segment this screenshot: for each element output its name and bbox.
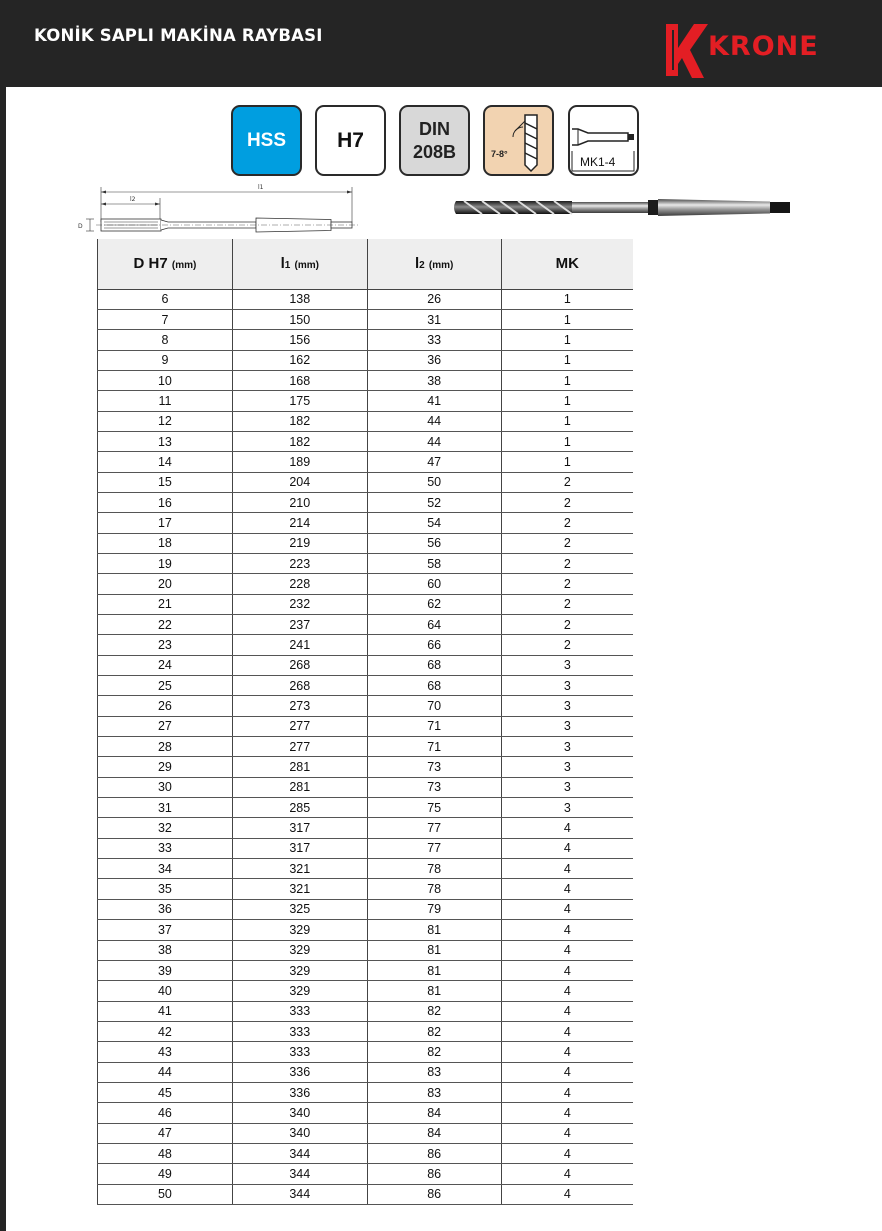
cell-l2: 84 [367, 1103, 501, 1123]
cell-d: 26 [98, 696, 233, 716]
cell-d: 10 [98, 370, 233, 390]
cell-l1: 182 [232, 431, 367, 451]
cell-l2: 41 [367, 391, 501, 411]
cell-mk: 4 [501, 1042, 633, 1062]
cell-mk: 2 [501, 574, 633, 594]
cell-l2: 81 [367, 940, 501, 960]
cell-mk: 1 [501, 370, 633, 390]
table-row [98, 960, 634, 980]
cell-l1: 340 [232, 1103, 367, 1123]
cell-d: 39 [98, 960, 233, 980]
cell-d: 45 [98, 1082, 233, 1102]
cell-d: 27 [98, 716, 233, 736]
table-row [98, 696, 634, 716]
column-header-l1 [232, 239, 367, 289]
cell-d: 7 [98, 309, 233, 329]
cell-l2: 82 [367, 1021, 501, 1041]
cell-d: 34 [98, 859, 233, 879]
cell-l2: 77 [367, 838, 501, 858]
table-row [98, 879, 634, 899]
cell-l1: 210 [232, 492, 367, 512]
table-row [98, 574, 634, 594]
cell-d: 36 [98, 899, 233, 919]
krone-logo-mark-icon [660, 18, 712, 82]
cell-l2: 62 [367, 594, 501, 614]
cell-mk: 1 [501, 309, 633, 329]
table-row [98, 1062, 634, 1082]
cell-l2: 33 [367, 330, 501, 350]
cell-l2: 81 [367, 981, 501, 1001]
cell-l1: 150 [232, 309, 367, 329]
cell-l2: 71 [367, 737, 501, 757]
cell-l2: 66 [367, 635, 501, 655]
cell-mk: 4 [501, 838, 633, 858]
cell-d: 38 [98, 940, 233, 960]
cell-l2: 31 [367, 309, 501, 329]
spiral-reamer-icon [485, 107, 552, 174]
cell-l1: 336 [232, 1062, 367, 1082]
table-row [98, 899, 634, 919]
cell-l1: 268 [232, 676, 367, 696]
cell-mk: 1 [501, 411, 633, 431]
cell-l2: 54 [367, 513, 501, 533]
cell-l1: 344 [232, 1143, 367, 1163]
column-header-l2-unit: (mm) [428, 260, 454, 272]
cell-mk: 4 [501, 879, 633, 899]
cell-mk: 4 [501, 940, 633, 960]
table-row [98, 431, 634, 451]
cell-d: 48 [98, 1143, 233, 1163]
cell-d: 18 [98, 533, 233, 553]
cell-d: 50 [98, 1184, 233, 1204]
cell-d: 43 [98, 1042, 233, 1062]
cell-l2: 82 [367, 1001, 501, 1021]
cell-d: 15 [98, 472, 233, 492]
logo-text: KRONE [708, 31, 819, 62]
cell-mk: 2 [501, 553, 633, 573]
din-number: 208B [412, 141, 457, 162]
column-header-mk [501, 239, 633, 289]
cell-d: 40 [98, 981, 233, 1001]
table-row [98, 1082, 634, 1102]
cell-mk: 2 [501, 533, 633, 553]
cell-mk: 1 [501, 431, 633, 451]
cell-d: 9 [98, 350, 233, 370]
cell-d: 17 [98, 513, 233, 533]
cell-mk: 2 [501, 472, 633, 492]
cell-l2: 83 [367, 1062, 501, 1082]
table-row [98, 1042, 634, 1062]
cell-l1: 317 [232, 818, 367, 838]
cell-mk: 4 [501, 1062, 633, 1082]
cell-l1: 281 [232, 777, 367, 797]
cell-mk: 1 [501, 289, 633, 309]
table-row [98, 1001, 634, 1021]
table-row [98, 1123, 634, 1143]
cell-l2: 77 [367, 818, 501, 838]
cell-l1: 329 [232, 981, 367, 1001]
table-row [98, 1103, 634, 1123]
cell-l1: 268 [232, 655, 367, 675]
cell-mk: 1 [501, 391, 633, 411]
cell-l1: 214 [232, 513, 367, 533]
cell-mk: 1 [501, 350, 633, 370]
cell-d: 47 [98, 1123, 233, 1143]
cell-mk: 3 [501, 777, 633, 797]
cell-l2: 75 [367, 798, 501, 818]
column-header-l2 [367, 239, 501, 289]
cell-mk: 1 [501, 330, 633, 350]
cell-d: 30 [98, 777, 233, 797]
cell-l2: 68 [367, 676, 501, 696]
cell-l1: 237 [232, 615, 367, 635]
column-header-d-unit: (mm) [171, 260, 197, 272]
table-row [98, 859, 634, 879]
cell-mk: 2 [501, 492, 633, 512]
technical-drawing [76, 182, 366, 238]
cell-d: 16 [98, 492, 233, 512]
cell-l1: 168 [232, 370, 367, 390]
cell-l2: 82 [367, 1042, 501, 1062]
cell-mk: 4 [501, 1164, 633, 1184]
table-row [98, 411, 634, 431]
cell-l1: 329 [232, 920, 367, 940]
dimension-table [97, 239, 633, 1205]
cell-l1: 228 [232, 574, 367, 594]
table-row [98, 981, 634, 1001]
table-row [98, 594, 634, 614]
cell-l1: 156 [232, 330, 367, 350]
cell-mk: 1 [501, 452, 633, 472]
cell-mk: 3 [501, 655, 633, 675]
l1-dimension-label: l1 [258, 184, 264, 191]
table-row [98, 716, 634, 736]
table-row [98, 553, 634, 573]
cell-l2: 44 [367, 431, 501, 451]
table-row [98, 940, 634, 960]
cell-l2: 60 [367, 574, 501, 594]
table-row [98, 818, 634, 838]
cell-l1: 219 [232, 533, 367, 553]
cell-d: 33 [98, 838, 233, 858]
cell-d: 42 [98, 1021, 233, 1041]
cell-mk: 3 [501, 757, 633, 777]
column-header-l1-label: l [280, 255, 285, 273]
table-row [98, 777, 634, 797]
cell-l1: 340 [232, 1123, 367, 1143]
din-label: DIN [419, 118, 450, 139]
cell-d: 25 [98, 676, 233, 696]
left-edge-strip [0, 87, 6, 1231]
cell-l1: 273 [232, 696, 367, 716]
cell-l1: 204 [232, 472, 367, 492]
cell-d: 12 [98, 411, 233, 431]
cell-l2: 73 [367, 757, 501, 777]
cell-mk: 3 [501, 696, 633, 716]
d-dimension-label: D [78, 223, 83, 230]
table-row [98, 391, 634, 411]
cell-d: 22 [98, 615, 233, 635]
cell-mk: 4 [501, 1143, 633, 1163]
cell-l2: 47 [367, 452, 501, 472]
cell-mk: 4 [501, 899, 633, 919]
mk-label: MK1-4 [580, 155, 616, 169]
cell-l1: 277 [232, 737, 367, 757]
din-standard-badge [399, 105, 470, 176]
cell-l1: 333 [232, 1042, 367, 1062]
table-row [98, 635, 634, 655]
cell-l2: 50 [367, 472, 501, 492]
table-row [98, 350, 634, 370]
column-header-d-label: D H7 [133, 255, 168, 273]
cell-l2: 81 [367, 960, 501, 980]
reamer-photo [452, 187, 797, 227]
angle-label: 7-8° [491, 149, 508, 159]
cell-mk: 3 [501, 676, 633, 696]
cell-d: 41 [98, 1001, 233, 1021]
cell-l1: 317 [232, 838, 367, 858]
cell-d: 19 [98, 553, 233, 573]
cell-l1: 223 [232, 553, 367, 573]
cell-mk: 3 [501, 716, 633, 736]
cell-l1: 333 [232, 1021, 367, 1041]
cell-mk: 4 [501, 1103, 633, 1123]
cell-l1: 182 [232, 411, 367, 431]
cell-mk: 4 [501, 1123, 633, 1143]
cell-mk: 4 [501, 859, 633, 879]
table-header-row [98, 239, 634, 289]
table-row [98, 513, 634, 533]
cell-l2: 52 [367, 492, 501, 512]
cell-d: 13 [98, 431, 233, 451]
column-header-d [98, 239, 233, 289]
column-header-l1-unit: (mm) [294, 260, 319, 272]
cell-mk: 2 [501, 594, 633, 614]
table-row [98, 737, 634, 757]
cell-d: 29 [98, 757, 233, 777]
column-header-l2-label: l [414, 255, 420, 273]
table-row [98, 1021, 634, 1041]
cell-mk: 4 [501, 920, 633, 940]
cell-d: 35 [98, 879, 233, 899]
morse-taper-badge [568, 105, 639, 176]
cell-d: 21 [98, 594, 233, 614]
cell-d: 6 [98, 289, 233, 309]
cell-l1: 241 [232, 635, 367, 655]
krone-logo [660, 18, 840, 82]
cell-mk: 4 [501, 1082, 633, 1102]
helix-angle-badge [483, 105, 554, 176]
page-header [0, 0, 882, 87]
column-header-l1-sub: 1 [284, 260, 291, 272]
cell-mk: 4 [501, 1021, 633, 1041]
cell-mk: 4 [501, 981, 633, 1001]
cell-l2: 79 [367, 899, 501, 919]
cell-d: 31 [98, 798, 233, 818]
cell-mk: 4 [501, 1184, 633, 1204]
cell-l1: 232 [232, 594, 367, 614]
cell-l1: 281 [232, 757, 367, 777]
table-row [98, 289, 634, 309]
cell-l2: 73 [367, 777, 501, 797]
cell-mk: 3 [501, 798, 633, 818]
table-row [98, 309, 634, 329]
cell-d: 11 [98, 391, 233, 411]
cell-mk: 4 [501, 818, 633, 838]
cell-l2: 56 [367, 533, 501, 553]
cell-d: 46 [98, 1103, 233, 1123]
cell-l1: 189 [232, 452, 367, 472]
cell-d: 44 [98, 1062, 233, 1082]
cell-l1: 162 [232, 350, 367, 370]
cell-l2: 44 [367, 411, 501, 431]
cell-l1: 138 [232, 289, 367, 309]
cell-l1: 277 [232, 716, 367, 736]
cell-l2: 71 [367, 716, 501, 736]
cell-l1: 329 [232, 960, 367, 980]
cell-d: 49 [98, 1164, 233, 1184]
cell-d: 37 [98, 920, 233, 940]
cell-l2: 86 [367, 1184, 501, 1204]
cell-d: 14 [98, 452, 233, 472]
table-row [98, 452, 634, 472]
table-row [98, 1184, 634, 1204]
cell-l2: 83 [367, 1082, 501, 1102]
table-row [98, 615, 634, 635]
column-header-l2-sub: 2 [419, 260, 425, 272]
table-row [98, 655, 634, 675]
column-header-mk-label: MK [555, 255, 579, 273]
table-row [98, 533, 634, 553]
cell-d: 24 [98, 655, 233, 675]
table-row [98, 1143, 634, 1163]
table-row [98, 472, 634, 492]
cell-l2: 70 [367, 696, 501, 716]
cell-l1: 333 [232, 1001, 367, 1021]
cell-mk: 4 [501, 960, 633, 980]
cell-l1: 344 [232, 1164, 367, 1184]
cell-l1: 325 [232, 899, 367, 919]
table-row [98, 330, 634, 350]
hss-badge: HSS [231, 105, 302, 176]
cell-mk: 3 [501, 737, 633, 757]
cell-l1: 329 [232, 940, 367, 960]
table-row [98, 676, 634, 696]
cell-l1: 344 [232, 1184, 367, 1204]
cell-l1: 285 [232, 798, 367, 818]
table-row [98, 370, 634, 390]
cell-l2: 78 [367, 859, 501, 879]
cell-mk: 2 [501, 635, 633, 655]
cell-l1: 321 [232, 879, 367, 899]
table-body [98, 289, 634, 1204]
cell-d: 23 [98, 635, 233, 655]
cell-mk: 2 [501, 615, 633, 635]
table-row [98, 757, 634, 777]
cell-d: 8 [98, 330, 233, 350]
cell-d: 28 [98, 737, 233, 757]
cell-l2: 64 [367, 615, 501, 635]
table-row [98, 798, 634, 818]
l2-dimension-label: l2 [130, 196, 136, 203]
cell-l2: 81 [367, 920, 501, 940]
cell-l2: 58 [367, 553, 501, 573]
cell-d: 32 [98, 818, 233, 838]
cell-l2: 38 [367, 370, 501, 390]
cell-mk: 4 [501, 1001, 633, 1021]
cell-d: 20 [98, 574, 233, 594]
cell-l2: 86 [367, 1143, 501, 1163]
page-title: KONİK SAPLI MAKİNA RAYBASI [34, 26, 323, 45]
cell-l2: 26 [367, 289, 501, 309]
table-row [98, 492, 634, 512]
cell-l1: 175 [232, 391, 367, 411]
cell-l2: 86 [367, 1164, 501, 1184]
table-row [98, 920, 634, 940]
cell-mk: 2 [501, 513, 633, 533]
cell-l2: 84 [367, 1123, 501, 1143]
cell-l1: 321 [232, 859, 367, 879]
cell-l1: 336 [232, 1082, 367, 1102]
table-row [98, 838, 634, 858]
table-row [98, 1164, 634, 1184]
cell-l2: 68 [367, 655, 501, 675]
h7-tolerance-badge: H7 [315, 105, 386, 176]
cell-l2: 36 [367, 350, 501, 370]
cell-l2: 78 [367, 879, 501, 899]
